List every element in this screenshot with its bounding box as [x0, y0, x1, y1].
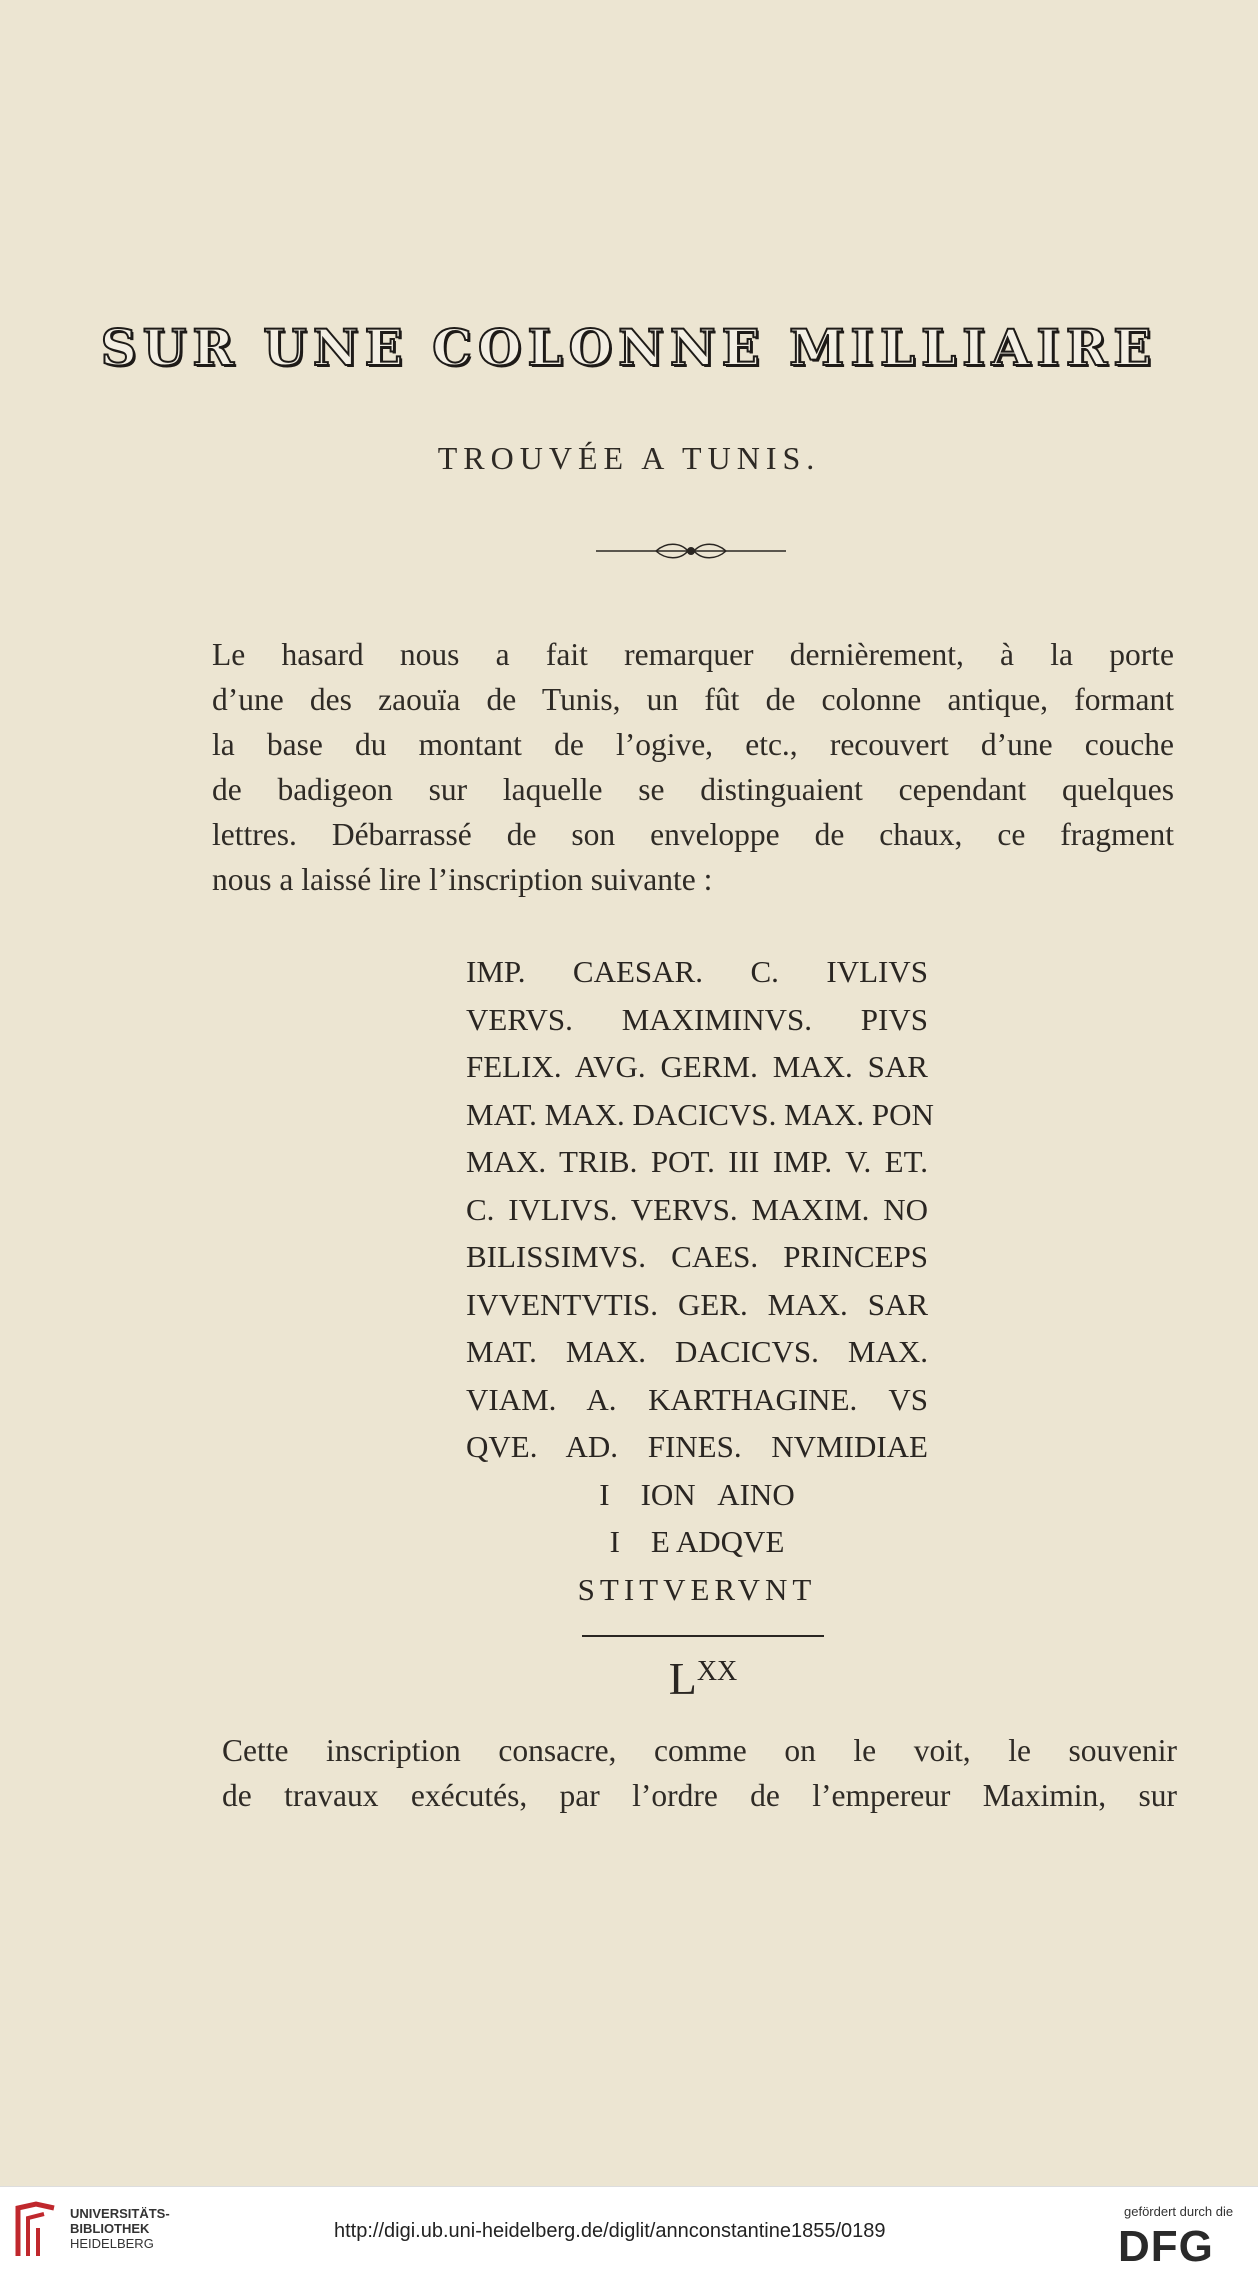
library-name: [70, 2206, 170, 2251]
text-line: d’une des zaouïa de Tunis, un fût de colonne antique, formant: [212, 682, 1174, 717]
library-logo-icon: [14, 2200, 58, 2260]
ornament-divider-icon: [596, 538, 786, 564]
text-line: Cette inscription consacre, comme on le voit, le souvenir: [222, 1733, 1177, 1768]
paragraph-1: [212, 632, 1174, 902]
library-line: BIBLIOTHEK: [70, 2221, 150, 2236]
library-line: HEIDELBERG: [70, 2236, 154, 2251]
inscription-line: MAT. MAX. DACICVS. MAX.: [466, 1334, 928, 1369]
inscription-line: VERVS. MAXIMINVS. PIVS: [466, 1001, 928, 1037]
inscription-line: MAT. MAX. DACICVS. MAX. PON: [466, 1096, 934, 1132]
inscription-line: MAX. TRIB. POT. III IMP. V. ET.: [466, 1144, 928, 1179]
text-line: Le hasard nous a fait remarquer dernièrement, à la porte: [212, 637, 1174, 672]
inscription-line: VIAM. A. KARTHAGINE. VS: [466, 1381, 928, 1417]
inscription-line: I E ADQVE: [609, 1524, 785, 1559]
inscription-line: I ION AINO: [599, 1476, 795, 1512]
latin-inscription: [466, 948, 934, 1613]
text-line: lettres. Débarrassé de son enveloppe de chaux, ce fragment: [212, 817, 1174, 852]
page-title: SUR UNE COLONNE MILLIAIRE: [100, 318, 1158, 377]
library-line: UNIVERSITÄTS-: [70, 2206, 170, 2221]
inscription-line: BILISSIMVS. CAES. PRINCEPS: [466, 1239, 928, 1274]
text-line: de badigeon sur laquelle se distinguaient cependant quelques: [212, 772, 1174, 807]
inscription-line: IVVENTVTIS. GER. MAX. SAR: [466, 1286, 928, 1322]
inscription-line: STITVERVNT: [577, 1571, 817, 1607]
numeral-base: L: [668, 1653, 697, 1704]
inscription-line: IMP. CAESAR. C. IVLIVS: [466, 954, 928, 989]
inscription-line: FELIX. AVG. GERM. MAX. SAR: [466, 1049, 928, 1084]
numeral-superscript: XX: [696, 1656, 738, 1687]
inscription-line: C. IVLIVS. VERVS. MAXIM. NO: [466, 1191, 928, 1227]
roman-numeral: [0, 1652, 1258, 1705]
text-line: nous a laissé lire l’inscription suivante :: [212, 862, 713, 897]
inscription-line: QVE. AD. FINES. NVMIDIAE: [466, 1429, 928, 1464]
source-url-link[interactable]: http://digi.ub.uni-heidelberg.de/diglit/annconstantine1855/0189: [334, 2220, 886, 2242]
paragraph-2: [222, 1728, 1177, 1818]
text-line: de travaux exécutés, par l’ordre de l’empereur Maximin, sur: [222, 1778, 1177, 1813]
page-subtitle: TROUVÉE A TUNIS.: [437, 440, 821, 476]
funding-note: gefördert durch die: [1124, 2204, 1234, 2219]
text-line: la base du montant de l’ogive, etc., recouvert d’une couche: [212, 727, 1174, 762]
dfg-logo: DFG: [1118, 2222, 1214, 2271]
horizontal-rule: [582, 1635, 824, 1637]
